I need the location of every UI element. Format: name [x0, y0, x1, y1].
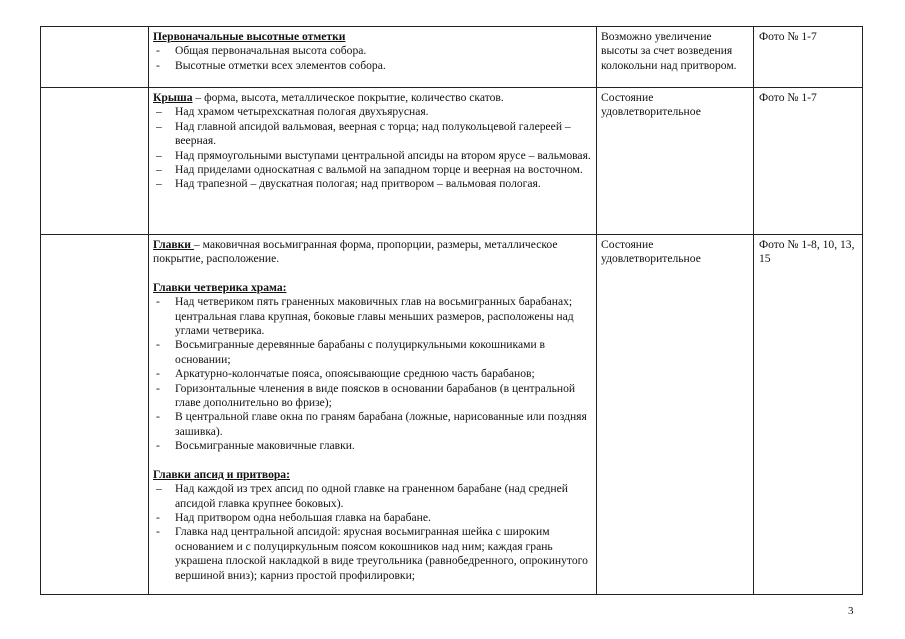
list-item: – Над главной апсидой вальмовая, веерная с торца; над полукольцевой галереей – веерная.	[156, 119, 571, 148]
row-3-item-list-1	[153, 295, 593, 453]
row-2-intro: – форма, высота, металлическое покрытие, количество скатов.	[192, 91, 504, 104]
row-2-description-cell	[153, 91, 593, 192]
list-item: - Над четвериком пять граненных маковичных глав на восьмигранных барабанах; центральная глава крупная, боковые главы меньших размеров, расположены над углами четверика.	[156, 295, 574, 338]
row-divider-1	[40, 87, 863, 88]
row-3-intro: – маковичная восьмигранная форма, пропорции, размеры, металлическое покрытие, расположение.	[153, 238, 558, 266]
row-1-description-cell	[153, 30, 593, 73]
table-right-border	[862, 26, 863, 595]
list-item: - Общая первоначальная высота собора.	[156, 44, 367, 58]
column-divider-2	[596, 26, 597, 595]
list-item: - Восьмигранные маковичные главки.	[156, 439, 355, 453]
list-item: – Над приделами односкатная с вальмой на западном торце и веерная на восточном.	[156, 163, 583, 177]
row-3-item-list-2	[153, 482, 593, 583]
list-item: – Над прямоугольными выступами центральной апсиды на втором ярусе – вальмовая.	[156, 148, 591, 162]
list-item: – Над трапезной – двускатная пологая; над притвором – вальмовая пологая.	[156, 177, 541, 191]
table-bottom-border	[40, 594, 863, 595]
list-item: - Аркатурно-колончатые пояса, опоясывающие среднюю часть барабанов;	[156, 367, 535, 381]
list-item: - Высотные отметки всех элементов собора.	[156, 58, 386, 72]
table-top-border	[40, 26, 863, 27]
row-3-subheading-1: Главки четверика храма:	[153, 280, 287, 294]
list-item: - Горизонтальные членения в виде поясков в основании барабанов (в центральной главе дополнительно во фризе);	[156, 381, 576, 410]
row-2-photos-cell: Фото № 1-7	[759, 91, 817, 104]
list-item: – Над храмом четырехскатная пологая двухъярусная.	[156, 105, 429, 119]
list-item: - В центральной главе окна по граням барабана (ложные, нарисованные или поздняя зашивка).	[156, 410, 587, 438]
row-3-status-cell: Состояние удовлетворительное	[601, 238, 701, 266]
row-1-item-list	[153, 44, 593, 73]
row-2-heading: Крыша	[153, 91, 193, 104]
row-2-item-list	[153, 105, 593, 191]
list-item: - Восьмигранные деревянные барабаны с полуциркульными кокошниками в основании;	[156, 338, 546, 366]
column-divider-1	[148, 26, 149, 595]
row-3-subheading-2: Главки апсид и притвора:	[153, 467, 290, 481]
column-divider-3	[753, 26, 754, 595]
row-2-status-cell: Состояние удовлетворительное	[601, 91, 701, 119]
row-3-description-cell	[153, 238, 593, 583]
row-3-heading: Главки	[153, 238, 194, 251]
row-1-photos-cell: Фото № 1-7	[759, 30, 817, 43]
list-item: – Над каждой из трех апсид по одной главке на граненном барабане (над средней апсидой главка крупнее боковых).	[156, 482, 568, 510]
row-1-heading: Первоначальные высотные отметки	[153, 30, 346, 43]
list-item: - Главка над центральной апсидой: ярусная восьмигранная шейка с широким основанием и с полуциркульным поясом кокошников над ним; каждая грань украшена плоской накладкой в виде треугольника (равнобедренного, опрокинутого вершиной вниз); карниз простой профилировки;	[156, 525, 588, 582]
list-item: - Над притвором одна небольшая главка на барабане.	[156, 510, 431, 524]
table-left-border	[40, 26, 41, 595]
row-1-status-cell: Возможно увеличение высоты за счет возведения колокольни над притвором.	[601, 30, 737, 72]
row-3-photos-cell: Фото № 1-8, 10, 13, 15	[759, 238, 855, 266]
page-number: 3	[848, 605, 854, 617]
row-divider-2	[40, 234, 863, 235]
